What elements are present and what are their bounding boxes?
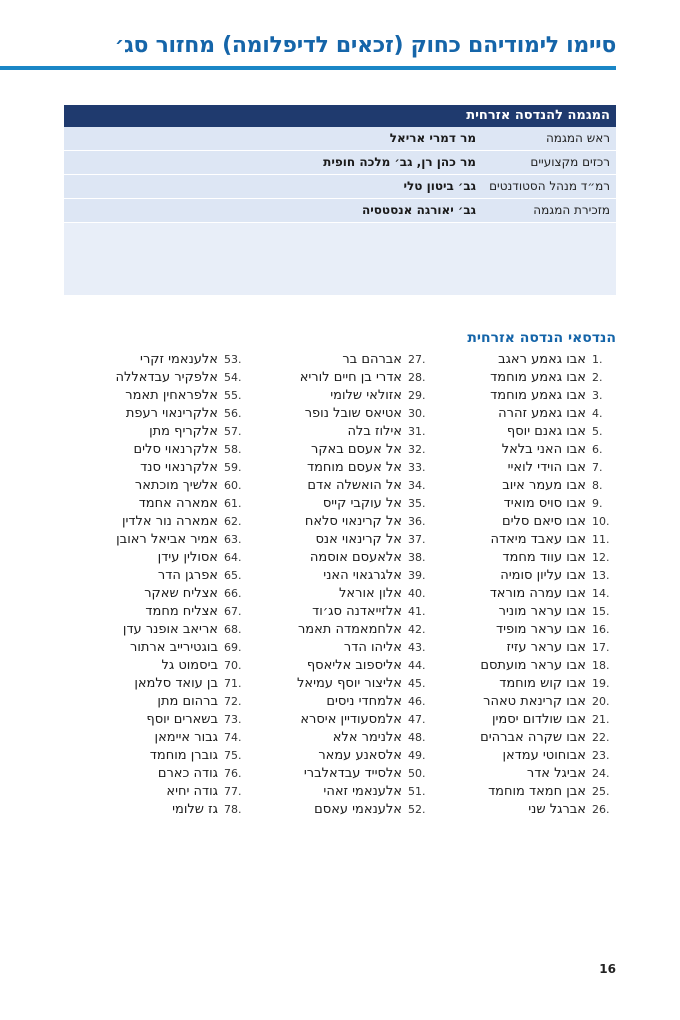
graduate-name: בשארים יוסף [146, 712, 218, 727]
graduate-name: גודה כארם [157, 766, 218, 781]
graduate-number: 30. [408, 407, 426, 420]
graduate-number: 56. [224, 407, 242, 420]
staff-name: מר דמרי אריאל [389, 131, 476, 145]
graduate-number: 23. [592, 749, 610, 762]
graduate-item [436, 801, 616, 819]
graduate-name: אבו סיאם סלים [501, 514, 586, 529]
graduate-name: אצליח מחמד [145, 604, 218, 619]
graduate-item [252, 801, 432, 819]
graduate-name: אלמחדי ניסים [326, 694, 402, 709]
graduate-number: 54. [224, 371, 242, 384]
graduate-number: 48. [408, 731, 426, 744]
graduate-number: 73. [224, 713, 242, 726]
graduate-number: 1. [592, 353, 603, 366]
graduate-number: 7. [592, 461, 603, 474]
graduate-item [68, 585, 248, 603]
graduate-number: 22. [592, 731, 610, 744]
graduate-number: 13. [592, 569, 610, 582]
graduate-name: אברגל שני [528, 802, 586, 817]
graduate-number: 16. [592, 623, 610, 636]
graduate-item [252, 495, 432, 513]
graduate-item [68, 765, 248, 783]
graduate-number: 2. [592, 371, 603, 384]
graduate-name: אבו שולדום יסמין [491, 712, 586, 727]
graduate-item [68, 549, 248, 567]
graduate-name: אבו שקרה אברהים [480, 730, 586, 745]
graduate-number: 58. [224, 443, 242, 456]
graduate-name: אפרגן הדר [157, 568, 218, 583]
graduate-item [68, 711, 248, 729]
graduate-item [68, 657, 248, 675]
graduate-name: אבו סויס מואיד [503, 496, 586, 511]
staff-name: גב׳ יאורגה אנסטסיה [362, 203, 476, 217]
graduate-name: אסולין עידן [157, 550, 218, 565]
graduate-number: 35. [408, 497, 426, 510]
graduate-item [252, 441, 432, 459]
graduate-item [68, 567, 248, 585]
graduate-number: 64. [224, 551, 242, 564]
graduate-name: אבו גאמע מוחמד [490, 388, 586, 403]
graduate-item [68, 459, 248, 477]
graduate-number: 28. [408, 371, 426, 384]
graduate-name: אלקרנאוי סנד [140, 460, 218, 475]
graduate-name: ברהום מתן [157, 694, 218, 709]
graduate-item [68, 531, 248, 549]
graduate-name: אטיאס שובל נופר [304, 406, 402, 421]
graduate-name: אבו גאמע זהרה [498, 406, 586, 421]
graduate-number: 17. [592, 641, 610, 654]
graduate-number: 6. [592, 443, 603, 456]
graduate-number: 45. [408, 677, 426, 690]
graduate-name: אריאב אופנר עדן [122, 622, 218, 637]
graduate-number: 8. [592, 479, 603, 492]
graduate-name: אלענאמי זקרי [140, 352, 218, 367]
graduate-number: 59. [224, 461, 242, 474]
staff-role: מזכירת המגמה [533, 203, 610, 217]
graduate-number: 75. [224, 749, 242, 762]
graduate-number: 34. [408, 479, 426, 492]
graduate-number: 61. [224, 497, 242, 510]
graduate-number: 42. [408, 623, 426, 636]
graduate-number: 25. [592, 785, 610, 798]
graduate-name: אלשיך מוכתאר [134, 478, 218, 493]
graduate-item [436, 585, 616, 603]
graduate-item [436, 405, 616, 423]
graduate-item [252, 729, 432, 747]
graduate-number: 66. [224, 587, 242, 600]
graduate-number: 32. [408, 443, 426, 456]
graduate-item [252, 549, 432, 567]
graduate-number: 10. [592, 515, 610, 528]
graduate-name: אביגל אדר [526, 766, 586, 781]
graduate-name: בן עואד סלמאן [134, 676, 218, 691]
graduate-item [252, 711, 432, 729]
graduate-number: 47. [408, 713, 426, 726]
graduate-number: 9. [592, 497, 603, 510]
graduate-item [68, 801, 248, 819]
graduate-item [436, 657, 616, 675]
graduate-item [436, 621, 616, 639]
staff-row [64, 199, 616, 223]
staff-name: מר כהן רן, גב׳ מלכה חופית [323, 155, 476, 169]
graduate-number: 74. [224, 731, 242, 744]
graduate-name: גוברן מוחמד [149, 748, 218, 763]
graduate-item [436, 603, 616, 621]
graduate-name: אבו גאמע ראגב [498, 352, 586, 367]
graduate-name: אלפקיר עבדאללה [115, 370, 218, 385]
graduate-name: אל עוקבי קייס [322, 496, 402, 511]
graduate-item [436, 459, 616, 477]
graduate-number: 20. [592, 695, 610, 708]
graduate-name: אלענאמי זאהי [323, 784, 402, 799]
graduate-name: אברהם בר [342, 352, 402, 367]
graduate-name: אליהו הדר [343, 640, 402, 655]
graduate-name: אלקרנאוי סלים [133, 442, 218, 457]
graduate-name: אזולאי שלומי [330, 388, 402, 403]
graduate-item [252, 765, 432, 783]
graduate-name: אמארה אחמד [138, 496, 218, 511]
graduate-name: אבו עראר מועתסם [480, 658, 586, 673]
graduate-name: אבו גאמע מוחמד [490, 370, 586, 385]
staff-table [64, 105, 616, 295]
graduate-number: 36. [408, 515, 426, 528]
graduate-number: 51. [408, 785, 426, 798]
graduate-name: אל אעסם מוחמד [306, 460, 402, 475]
graduate-name: בוגטירייב ארתור [129, 640, 218, 655]
graduate-name: אלסאנע עמאר [318, 748, 402, 763]
graduate-name: אלפראחין תאמר [125, 388, 218, 403]
graduate-item [436, 765, 616, 783]
graduate-name: אצליח שאקר [144, 586, 218, 601]
graduate-item [68, 477, 248, 495]
graduate-number: 39. [408, 569, 426, 582]
graduate-item [252, 639, 432, 657]
section-title: הנדסאי הנדסה אזרחית [467, 330, 616, 346]
graduate-name: אלמסעודיין איסרא [300, 712, 402, 727]
graduate-item [252, 657, 432, 675]
graduate-item [68, 675, 248, 693]
page-title: סיימו לימודיהם כחוק (זכאים לדיפלומה) מחזור סג׳ [114, 33, 616, 58]
graduate-name: אבו עליון סומיה [500, 568, 586, 583]
graduate-number: 3. [592, 389, 603, 402]
graduate-item [68, 351, 248, 369]
graduate-item [436, 711, 616, 729]
graduate-item [68, 621, 248, 639]
title-divider [0, 66, 616, 70]
graduate-item [436, 387, 616, 405]
graduate-name: אליספוב אליאסף [306, 658, 402, 673]
graduate-name: אלזייאדנה סג׳וד [312, 604, 402, 619]
graduate-name: ביסמוט גל [161, 658, 218, 673]
graduate-number: 27. [408, 353, 426, 366]
graduate-item [252, 405, 432, 423]
graduate-item [252, 603, 432, 621]
graduate-item [68, 441, 248, 459]
graduate-item [68, 387, 248, 405]
graduate-number: 52. [408, 803, 426, 816]
graduate-number: 29. [408, 389, 426, 402]
graduate-item [68, 747, 248, 765]
graduate-number: 15. [592, 605, 610, 618]
graduate-number: 62. [224, 515, 242, 528]
staff-role: רמ״ד מנהל הסטודנטים [489, 179, 610, 193]
graduate-number: 68. [224, 623, 242, 636]
graduate-number: 72. [224, 695, 242, 708]
graduate-name: אבו קוש מוחמד [499, 676, 586, 691]
graduate-name: אלגרגאוי האני [323, 568, 402, 583]
graduate-item [252, 675, 432, 693]
graduate-item [436, 747, 616, 765]
graduate-number: 4. [592, 407, 603, 420]
graduate-number: 65. [224, 569, 242, 582]
graduate-item [436, 531, 616, 549]
graduate-number: 43. [408, 641, 426, 654]
graduate-item [252, 477, 432, 495]
graduate-name: אבו גאנם יוסף [506, 424, 586, 439]
page-number: 16 [599, 962, 616, 976]
graduate-name: אילוז בלה [347, 424, 402, 439]
graduate-item [436, 639, 616, 657]
graduate-number: 76. [224, 767, 242, 780]
graduate-number: 77. [224, 785, 242, 798]
graduate-name: אבו מעמר איוב [502, 478, 586, 493]
graduate-name: אבן חמאד מוחמד [488, 784, 586, 799]
graduate-item [252, 585, 432, 603]
graduate-name: אמיר אביאל ראובן [116, 532, 218, 547]
graduate-item [436, 729, 616, 747]
staff-row [64, 175, 616, 199]
graduate-name: אבו האני בלאל [501, 442, 586, 457]
staff-row [64, 127, 616, 151]
graduate-name: אבו עראר עזיז [506, 640, 586, 655]
graduate-item [252, 423, 432, 441]
graduate-name: אלסייד עבדאלברי [303, 766, 402, 781]
graduates-column-2 [252, 351, 432, 819]
graduate-item [436, 477, 616, 495]
graduate-number: 55. [224, 389, 242, 402]
graduate-name: אבו הוידי לואיי [507, 460, 586, 475]
graduate-name: אלאעסם אוסמה [309, 550, 402, 565]
graduate-number: 21. [592, 713, 610, 726]
staff-role: ראש המגמה [545, 131, 610, 145]
graduate-number: 78. [224, 803, 242, 816]
graduate-item [68, 729, 248, 747]
graduate-number: 67. [224, 605, 242, 618]
graduate-item [436, 549, 616, 567]
graduate-number: 12. [592, 551, 610, 564]
staff-table-header: המגמה להנדסה אזרחית [64, 105, 616, 127]
graduate-name: אבוחוטי עמדאן [502, 748, 586, 763]
graduate-item [68, 369, 248, 387]
graduate-item [436, 351, 616, 369]
graduate-name: אבו עווד מחמד [502, 550, 586, 565]
graduate-item [252, 531, 432, 549]
graduate-name: אלחמאמדה תאמר [297, 622, 402, 637]
graduate-name: אלענאמי עאסם [314, 802, 402, 817]
graduate-item [252, 567, 432, 585]
graduate-number: 40. [408, 587, 426, 600]
graduate-item [252, 621, 432, 639]
graduate-name: אלקריף מתן [149, 424, 218, 439]
graduate-name: אליצור יוסף עמיאל [297, 676, 402, 691]
graduate-number: 53. [224, 353, 242, 366]
graduate-name: אלקרינאוי רעפת [125, 406, 218, 421]
graduate-number: 46. [408, 695, 426, 708]
graduate-item [68, 495, 248, 513]
graduate-item [436, 783, 616, 801]
graduate-number: 5. [592, 425, 603, 438]
graduate-number: 26. [592, 803, 610, 816]
staff-name: גב׳ ביטון טלי [403, 179, 476, 193]
graduate-item [436, 495, 616, 513]
graduate-number: 14. [592, 587, 610, 600]
graduate-number: 11. [592, 533, 610, 546]
graduate-number: 49. [408, 749, 426, 762]
graduate-number: 60. [224, 479, 242, 492]
graduate-name: אל הואשלה אדם [307, 478, 402, 493]
graduate-number: 50. [408, 767, 426, 780]
graduate-item [68, 603, 248, 621]
graduates-column-1 [436, 351, 616, 819]
graduate-item [68, 783, 248, 801]
graduate-name: אל אעסם באקר [311, 442, 402, 457]
graduate-item [68, 639, 248, 657]
graduate-item [252, 351, 432, 369]
graduate-item [252, 513, 432, 531]
graduate-item [436, 423, 616, 441]
graduates-column-3 [68, 351, 248, 819]
graduate-item [252, 387, 432, 405]
staff-role: רכזים מקצועיים [530, 155, 610, 169]
graduate-name: אל קרינאוי אנס [315, 532, 402, 547]
graduate-item [68, 423, 248, 441]
graduate-item [436, 513, 616, 531]
graduate-item [436, 441, 616, 459]
graduate-number: 44. [408, 659, 426, 672]
graduate-name: אבו קרינאת טאהר [483, 694, 586, 709]
graduate-item [68, 405, 248, 423]
graduate-name: אמארה נור אלדין [121, 514, 218, 529]
graduate-number: 24. [592, 767, 610, 780]
graduate-name: אבו עמרה מוראד [489, 586, 586, 601]
graduate-name: אדרי בן חיים לוריא [299, 370, 402, 385]
graduate-name: אבו עאבד מיאדה [490, 532, 586, 547]
graduate-number: 71. [224, 677, 242, 690]
graduate-number: 70. [224, 659, 242, 672]
graduate-number: 41. [408, 605, 426, 618]
graduate-item [436, 567, 616, 585]
graduate-number: 18. [592, 659, 610, 672]
graduate-name: אלנימר אלא [332, 730, 402, 745]
graduate-number: 57. [224, 425, 242, 438]
graduate-item [252, 369, 432, 387]
graduate-item [252, 747, 432, 765]
graduate-number: 31. [408, 425, 426, 438]
graduate-item [436, 675, 616, 693]
graduate-name: אבו עראר מוניר [498, 604, 586, 619]
graduate-number: 19. [592, 677, 610, 690]
graduate-item [436, 693, 616, 711]
graduate-item [252, 459, 432, 477]
graduate-item [436, 369, 616, 387]
staff-row [64, 151, 616, 175]
graduate-name: אלון אוראל [339, 586, 402, 601]
graduate-item [68, 513, 248, 531]
graduate-name: גודה יחיא [166, 784, 218, 799]
graduate-name: אל קרינאוי סלאח [304, 514, 402, 529]
graduate-item [252, 783, 432, 801]
graduate-number: 37. [408, 533, 426, 546]
graduate-number: 63. [224, 533, 242, 546]
graduate-number: 38. [408, 551, 426, 564]
graduate-number: 69. [224, 641, 242, 654]
graduate-number: 33. [408, 461, 426, 474]
graduate-name: גז שלומי [172, 802, 218, 817]
graduate-name: אבו עראר מופיד [495, 622, 586, 637]
graduate-item [252, 693, 432, 711]
graduate-item [68, 693, 248, 711]
graduate-name: גבור איימאן [154, 730, 218, 745]
